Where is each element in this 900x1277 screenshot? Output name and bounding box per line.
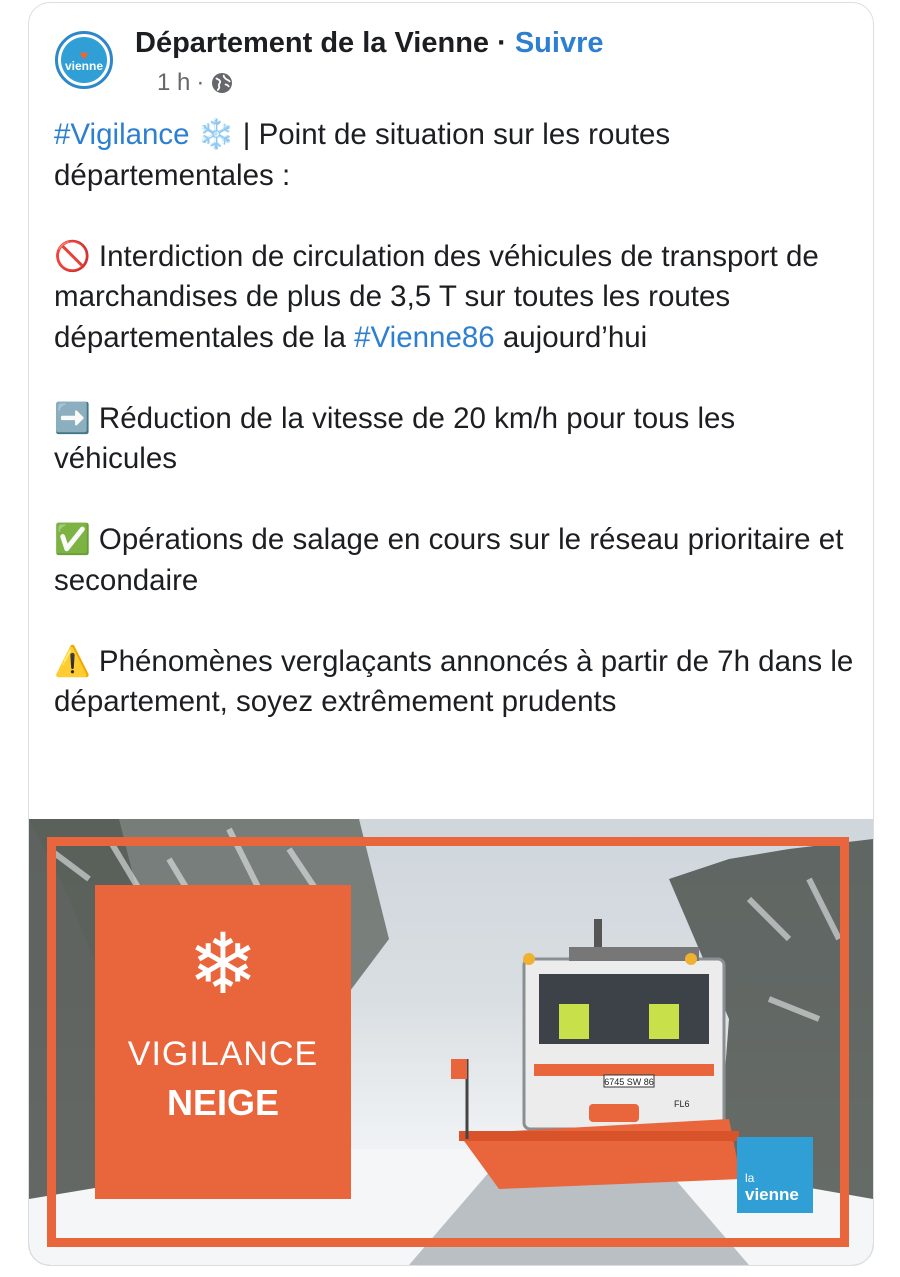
warning-emoji-icon: ⚠️ (54, 644, 91, 678)
snowflake-icon: ❄ (187, 917, 259, 1011)
plate-text: 6745 SW 86 (604, 1077, 654, 1087)
truck-brand-text: FL6 (674, 1099, 690, 1109)
separator: · (489, 27, 515, 59)
meta-dot: · (196, 69, 205, 96)
post-paragraph-1 (54, 115, 854, 196)
vigilance-banner (95, 885, 351, 1199)
post-paragraph-5 (54, 642, 854, 723)
vienne-logo-icon (61, 37, 107, 83)
paragraph-text: Opérations de salage en cours sur le réseau prioritaire et secondaire (54, 523, 844, 597)
paragraph-text: Interdiction de circulation des véhicules de transport de marchandises de plus de 3,5 T sur toutes les routes départementales de la (54, 239, 819, 354)
post-meta (157, 69, 234, 97)
post-paragraph-2 (54, 237, 854, 359)
paragraph-text: aujourd’hui (494, 320, 648, 354)
paragraph-text: Phénomènes verglaçants annoncés à partir de 7h dans le département, soyez extrêmement prudents (54, 644, 854, 718)
hashtag-vigilance[interactable]: #Vigilance (54, 118, 190, 151)
heart-icon: ♥ (79, 46, 89, 63)
post-paragraph-4 (54, 520, 854, 601)
snowflake-emoji-icon: ❄️ (197, 118, 235, 151)
prohibited-emoji-icon: 🚫 (54, 239, 91, 273)
page-title-line (135, 27, 604, 60)
page-avatar[interactable] (55, 31, 113, 89)
globe-icon (210, 71, 234, 95)
hashtag-vienne86[interactable]: #Vienne86 (354, 320, 495, 354)
paragraph-text: Réduction de la vitesse de 20 km/h pour tous les véhicules (54, 401, 736, 475)
post-body (54, 115, 854, 763)
logo-small-text: la (745, 1171, 755, 1185)
logo-text: vienne (745, 1185, 799, 1204)
banner-subtitle: NEIGE (166, 1082, 280, 1123)
page-name-link[interactable]: Département de la Vienne (135, 27, 490, 59)
post-image[interactable] (29, 819, 873, 1265)
post-time[interactable]: 1 h (157, 69, 191, 96)
post-card (28, 2, 874, 1266)
banner-title: VIGILANCE (127, 1035, 319, 1073)
vienne-logo (737, 1137, 813, 1213)
check-emoji-icon: ✅ (54, 523, 91, 556)
follow-button[interactable]: Suivre (514, 27, 604, 59)
paragraph-text: | Point de situation sur les routes départementales : (54, 118, 671, 192)
right-arrow-emoji-icon: ➡️ (54, 401, 91, 435)
post-header (51, 25, 851, 101)
post-paragraph-3 (54, 399, 854, 480)
avatar-text: vienne (64, 58, 103, 73)
